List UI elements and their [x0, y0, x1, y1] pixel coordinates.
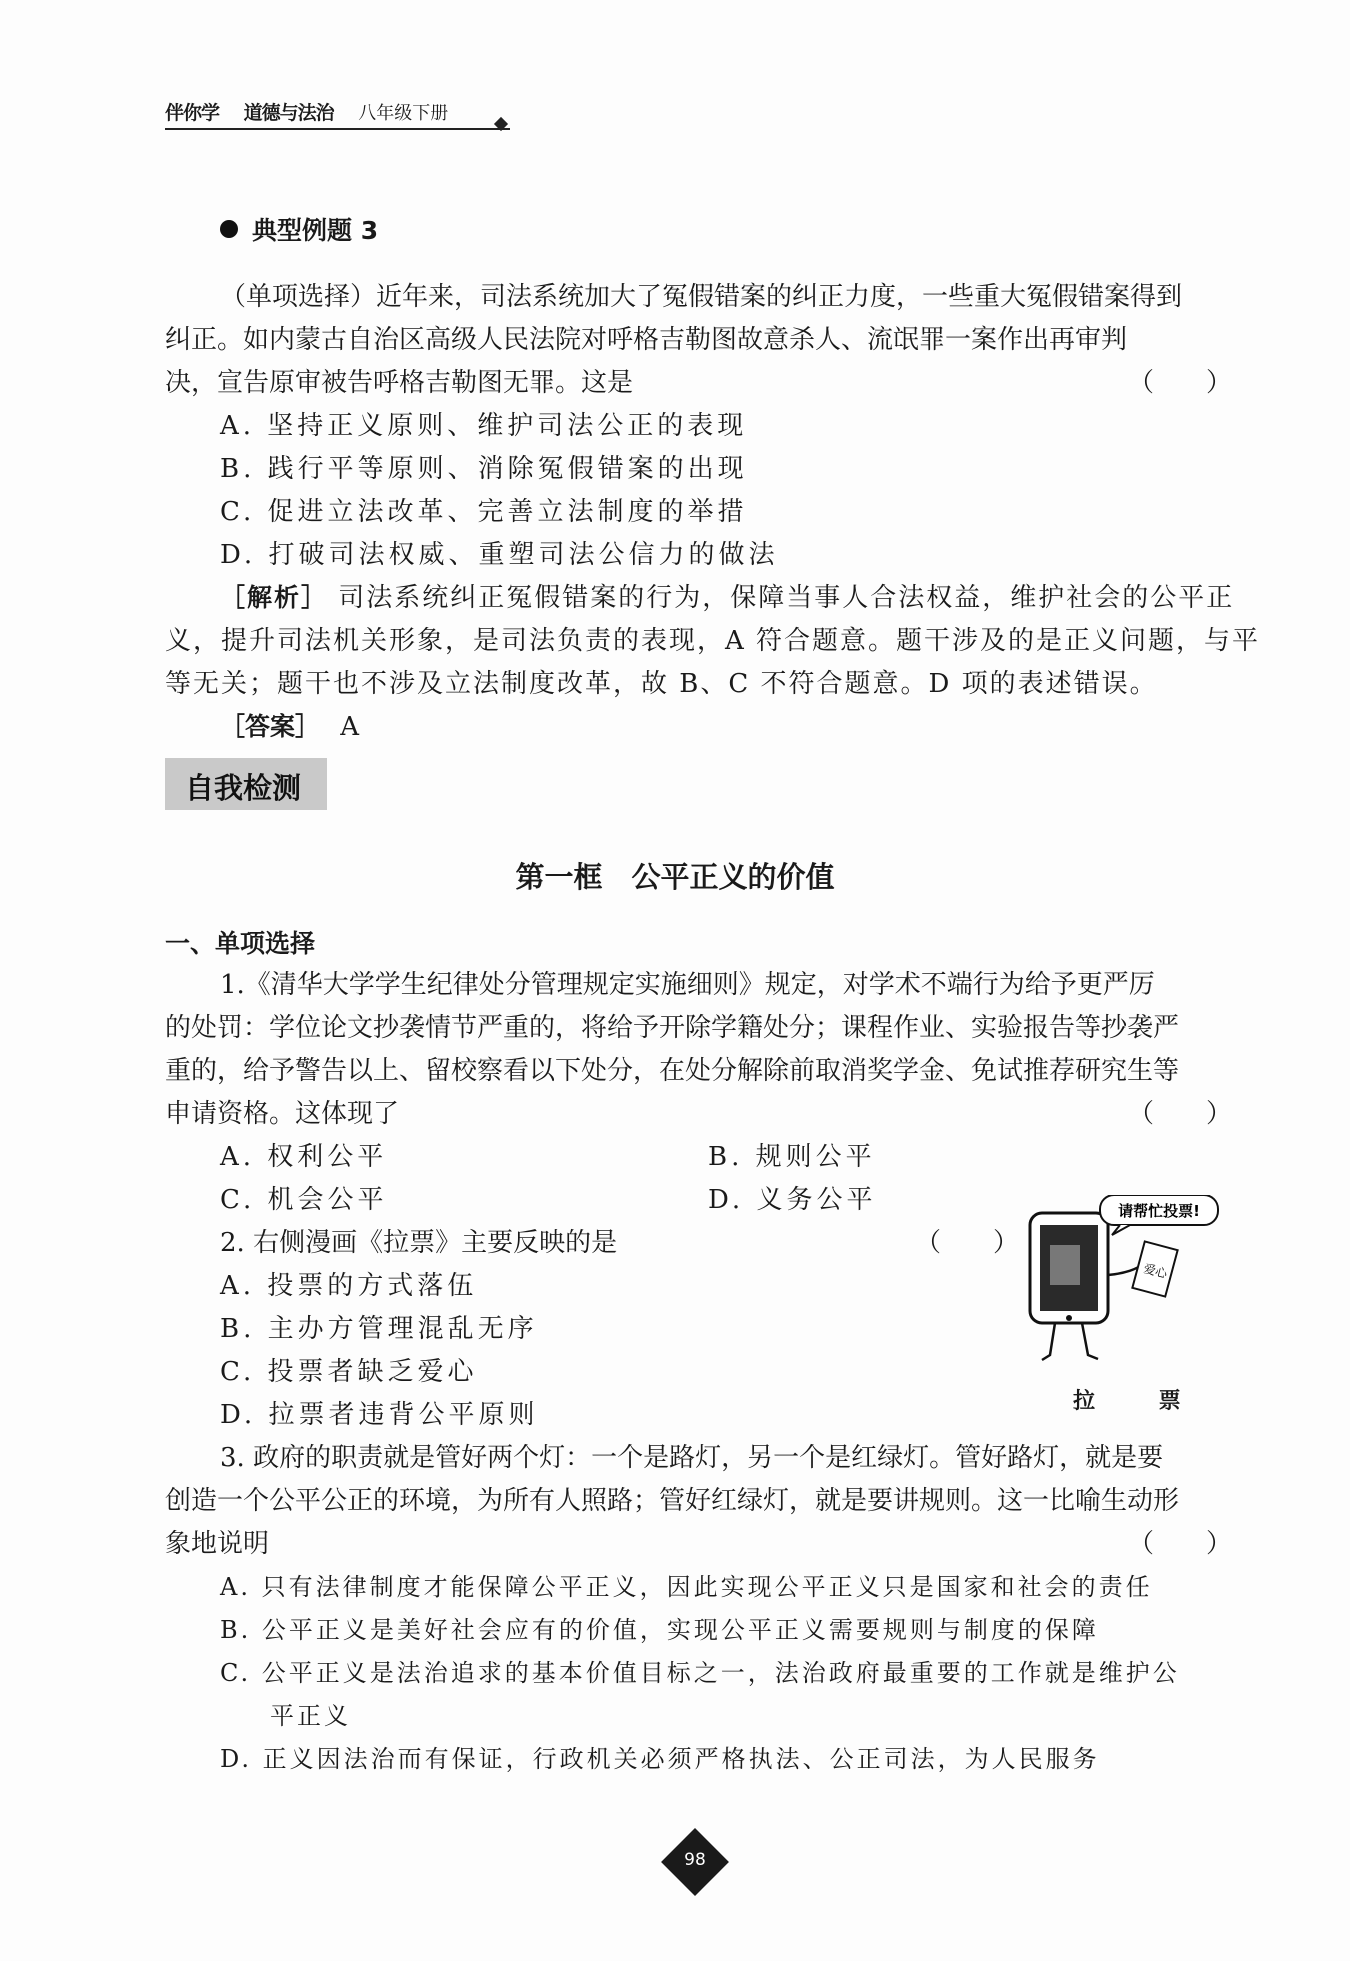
option-item: B. 公平正义是美好社会应有的价值，实现公平正义需要规则与制度的保障 — [220, 1616, 1099, 1644]
question-stem-line: 申请资格。这体现了 — [165, 1099, 400, 1129]
analysis-line — [220, 581, 1234, 615]
example-stem-line: （单项选择）近年来，司法系统加大了冤假错案的纠正力度，一些重大冤假错案得到 — [220, 282, 1183, 312]
example-title — [220, 214, 378, 248]
question-stem-line: 2. 右侧漫画《拉票》主要反映的是 — [220, 1228, 618, 1258]
option-item: C. 机会公平 — [220, 1185, 388, 1215]
card-text: 爱心 — [1142, 1261, 1169, 1282]
question-stem-line: 的处罚：学位论文抄袭情节严重的，将给予开除学籍处分；课程作业、实验报告等抄袭严 — [165, 1013, 1180, 1043]
answer-bracket: （ ） — [1128, 1099, 1233, 1129]
answer-bracket: （ ） — [1128, 368, 1233, 398]
answer-line — [220, 710, 359, 744]
question-stem-line: 象地说明 — [165, 1529, 270, 1559]
header-grade: 八年级下册 — [358, 103, 449, 124]
option-item: D. 拉票者违背公平原则 — [220, 1400, 539, 1430]
example-stem-line: 决，宣告原审被告呼格吉勒图无罪。这是 — [165, 368, 634, 398]
section-title: 第一框 公平正义的价值 — [515, 860, 835, 894]
cartoon-illustration — [1020, 1195, 1220, 1370]
analysis-text: 司法系统纠正冤假错案的行为，保障当事人合法权益，维护社会的公平正 — [338, 583, 1235, 613]
analysis-tag: ［解析］ — [220, 583, 329, 612]
header-subject: 道德与法治 — [243, 102, 334, 124]
part-title: 一、单项选择 — [165, 929, 316, 958]
option-item: D. 义务公平 — [708, 1185, 877, 1215]
bullet-icon — [220, 220, 238, 238]
analysis-line: 等无关；题干也不涉及立法制度改革，故 B、C 不符合题意。D 项的表述错误。 — [165, 669, 1158, 699]
page-number: 98 — [684, 1850, 706, 1870]
option-item: C. 投票者缺乏爱心 — [220, 1357, 478, 1387]
cartoon-caption: 拉 票 — [1073, 1389, 1209, 1414]
answer-bracket: （ ） — [915, 1228, 1020, 1258]
option-item: B. 规则公平 — [708, 1142, 876, 1172]
bubble-text: 请帮忙投票! — [1118, 1202, 1200, 1220]
option-item: C. 公平正义是法治追求的基本价值目标之一，法治政府最重要的工作就是维护公 — [220, 1659, 1180, 1687]
answer-value: A — [340, 712, 360, 742]
analysis-line: 义，提升司法机关形象，是司法负责的表现，A 符合题意。题干涉及的是正义问题，与平 — [165, 626, 1261, 656]
question-stem-line: 创造一个公平公正的环境，为所有人照路；管好红绿灯，就是要讲规则。这一比喻生动形 — [165, 1486, 1180, 1516]
option-item: A. 投票的方式落伍 — [220, 1271, 478, 1301]
option-item: D. 正义因法治而有保证，行政机关必须严格执法、公正司法，为人民服务 — [220, 1745, 1100, 1773]
option-item: A. 坚持正义原则、维护司法公正的表现 — [220, 411, 748, 441]
answer-bracket: （ ） — [1128, 1529, 1233, 1559]
option-item-continued: 平正义 — [270, 1702, 351, 1730]
option-item: B. 践行平等原则、消除冤假错案的出现 — [220, 454, 748, 484]
question-stem-line: 重的，给予警告以上、留校察看以下处分，在处分解除前取消奖学金、免试推荐研究生等 — [165, 1056, 1180, 1086]
self-check-banner — [165, 758, 327, 810]
self-check-label: 自我检测 — [185, 771, 302, 805]
example-stem-line: 纠正。如内蒙古自治区高级人民法院对呼格吉勒图故意杀人、流氓罪一案作出再审判 — [165, 325, 1128, 355]
question-stem-line: 1.《清华大学学生纪律处分管理规定实施细则》规定，对学术不端行为给予更严厉 — [220, 970, 1155, 1000]
running-header — [165, 98, 510, 130]
option-item: B. 主办方管理混乱无序 — [220, 1314, 538, 1344]
example-title-text: 典型例题 3 — [252, 216, 379, 245]
option-item: A. 只有法律制度才能保障公平正义，因此实现公平正义只是国家和社会的责任 — [220, 1573, 1153, 1601]
option-item: A. 权利公平 — [220, 1142, 388, 1172]
header-book-title: 伴你学 — [165, 102, 220, 124]
option-item: C. 促进立法改革、完善立法制度的举措 — [220, 497, 748, 527]
question-stem-line: 3. 政府的职责就是管好两个灯：一个是路灯，另一个是红绿灯。管好路灯，就是要 — [220, 1443, 1164, 1473]
option-item: D. 打破司法权威、重塑司法公信力的做法 — [220, 540, 779, 570]
answer-tag: ［答案］ — [220, 712, 321, 741]
